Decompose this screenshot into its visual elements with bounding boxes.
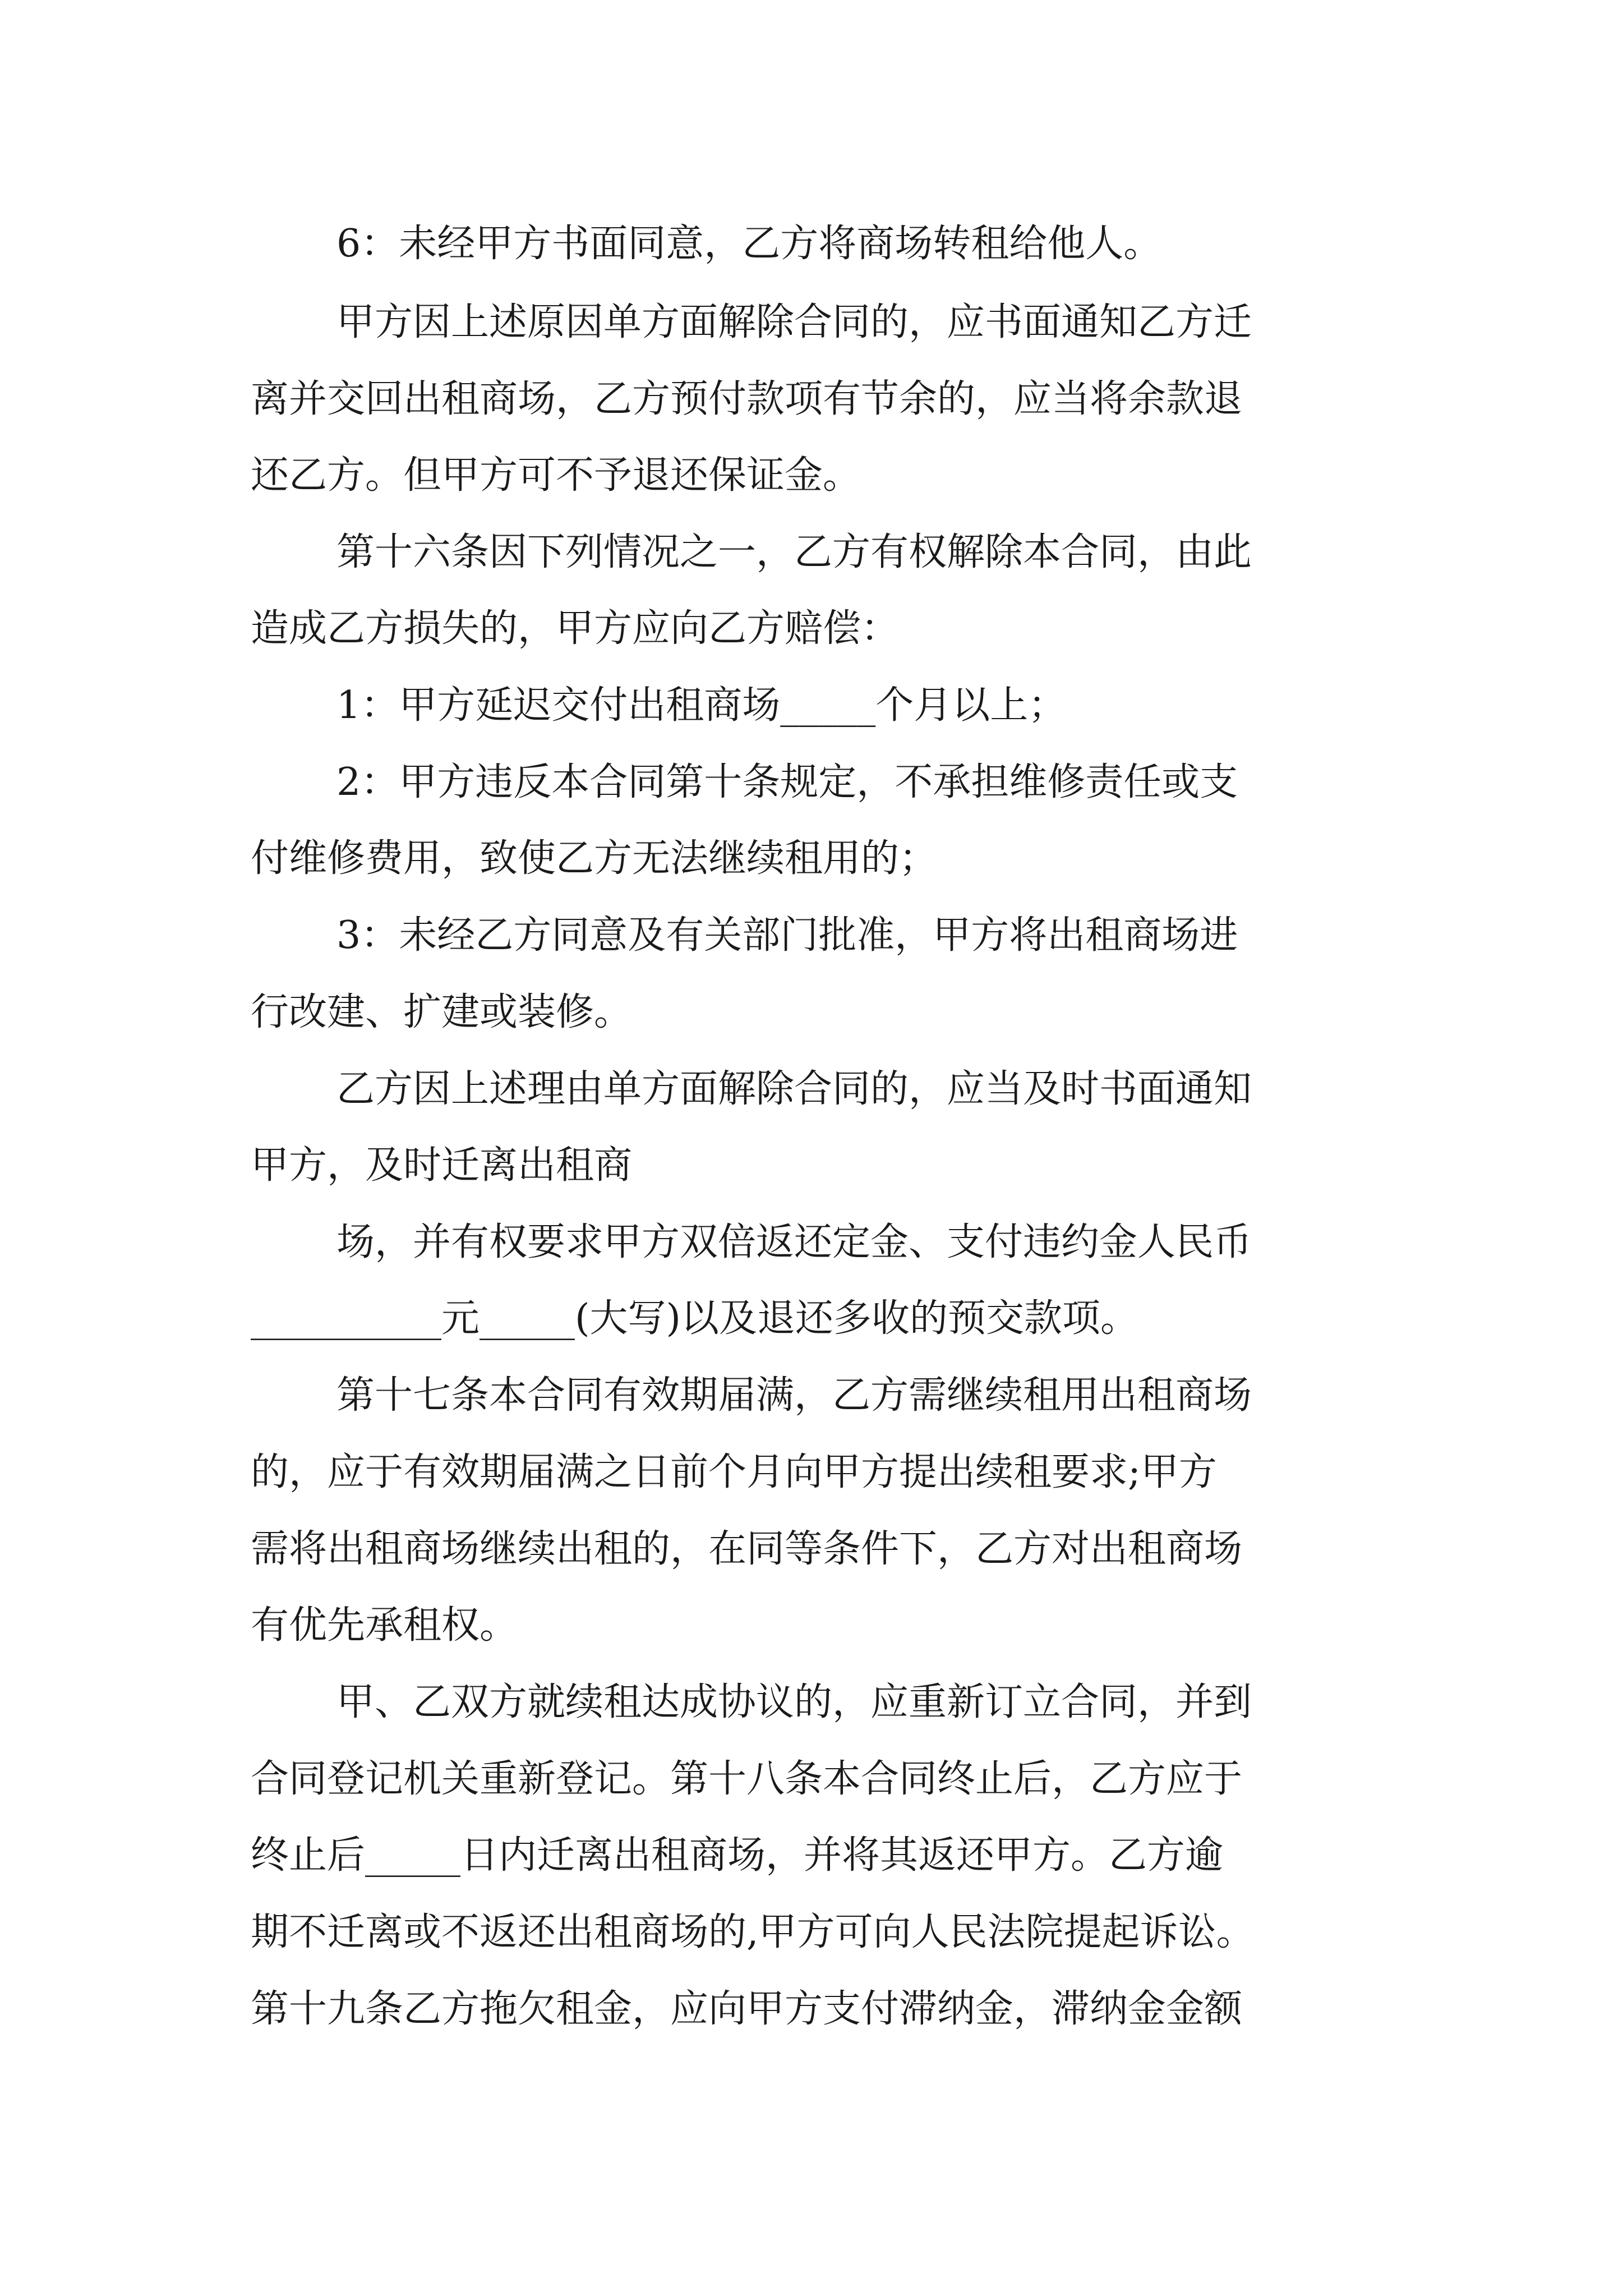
text-line: 离并交回出租商场，乙方预付款项有节余的，应当将余款退 <box>251 377 1243 421</box>
text-line: 期不迁离或不返还出租商场的,甲方可向人民法院提起诉讼。 <box>251 1910 1255 1954</box>
text-line: 的，应于有效期届满之日前个月向甲方提出续租要求;甲方 <box>251 1450 1217 1494</box>
text-line: 有优先承租权。 <box>251 1603 518 1648</box>
text-line: 第十六条因下列情况之一，乙方有权解除本合同，由此 <box>336 530 1252 574</box>
text-line: 场，并有权要求甲方双倍返还定金、支付违约金人民币 <box>336 1220 1252 1264</box>
text-line: 甲方，及时迁离出租商 <box>251 1143 633 1188</box>
text-line: 需将出租商场继续出租的，在同等条件下，乙方对出租商场 <box>251 1527 1243 1571</box>
text-line: 1：甲方延迟交付出租商场_____个月以上； <box>336 683 1067 728</box>
text-line: 合同登记机关重新登记。第十八条本合同终止后，乙方应于 <box>251 1757 1243 1801</box>
text-line: 终止后_____日内迁离出租商场，并将其返还甲方。乙方逾 <box>251 1833 1224 1878</box>
text-line: 第十九条乙方拖欠租金，应向甲方支付滞纳金，滞纳金金额 <box>251 1987 1243 2031</box>
text-line: 甲、乙双方就续租达成协议的，应重新订立合同，并到 <box>336 1680 1252 1724</box>
text-line: 6：未经甲方书面同意，乙方将商场转租给他人。 <box>336 222 1162 266</box>
text-line: 2：甲方违反本合同第十条规定，不承担维修责任或支 <box>336 760 1238 804</box>
text-line: 乙方因上述理由单方面解除合同的，应当及时书面通知 <box>336 1067 1252 1111</box>
text-line: 第十七条本合同有效期届满，乙方需继续租用出租商场 <box>336 1373 1252 1418</box>
text-line: 甲方因上述原因单方面解除合同的，应书面通知乙方迁 <box>336 300 1252 344</box>
text-line: 还乙方。但甲方可不予退还保证金。 <box>251 453 861 498</box>
text-line: 付维修费用，致使乙方无法继续租用的； <box>251 836 938 881</box>
text-line: __________元_____(大写)以及退还多收的预交款项。 <box>251 1296 1139 1341</box>
text-line: 3：未经乙方同意及有关部门批准，甲方将出租商场进 <box>336 913 1238 958</box>
text-line: 行改建、扩建或装修。 <box>251 990 633 1034</box>
text-line: 造成乙方损失的，甲方应向乙方赔偿： <box>251 606 900 651</box>
